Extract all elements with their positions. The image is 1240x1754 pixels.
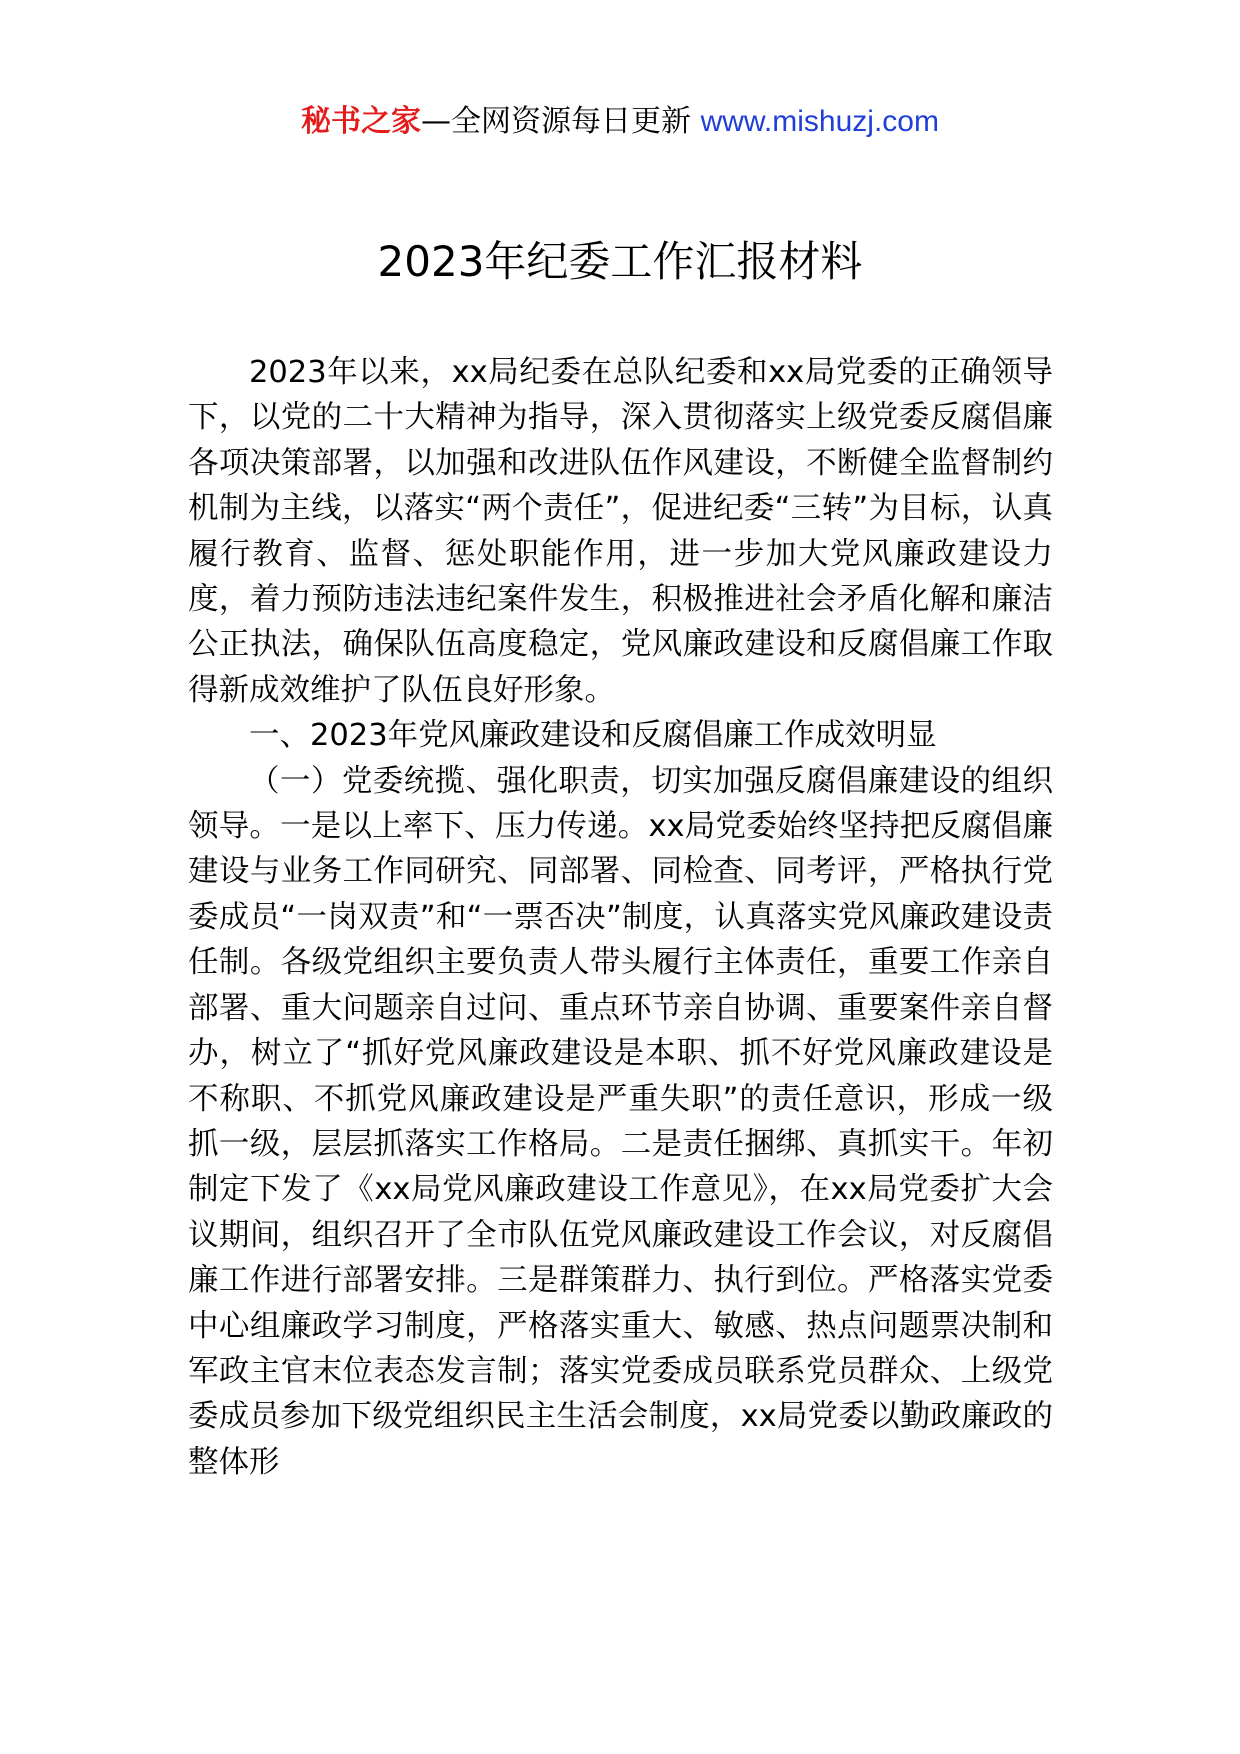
- site-url-link[interactable]: www.mishuzj.com: [700, 105, 939, 138]
- section-heading: 一、2023年党风廉政建设和反腐倡廉工作成效明显: [249, 718, 937, 754]
- site-header: [0, 100, 1240, 144]
- site-slogan: —全网资源每日更新: [421, 104, 692, 139]
- intro-paragraph: 2023年以来，xx局纪委在总队纪委和xx局党委的正确领导下，以党的二十大精神为指导，深入贯彻落实上级党委反腐倡廉各项决策部署，以加强和改进队伍作风建设，不断健全监督制约机制为主线，以落实“两个责任”，促进纪委“三转”为目标，认真履行教育、监督、惩处职能作用，进一步加大党风廉政建设力度，着力预防违法违纪案件发生，积极推进社会矛盾化解和廉洁公正执法，确保队伍高度稳定，党风廉政建设和反腐倡廉工作取得新成效维护了队伍良好形象。: [188, 355, 1053, 708]
- body-paragraph: （一）党委统揽、强化职责，切实加强反腐倡廉建设的组织领导。一是以上率下、压力传递。xx局党委始终坚持把反腐倡廉建设与业务工作同研究、同部署、同检查、同考评，严格执行党委成员“一岗双责”和“一票否决”制度，认真落实党风廉政建设责任制。各级党组织主要负责人带头履行主体责任，重要工作亲自部署、重大问题亲自过问、重点环节亲自协调、重要案件亲自督办，树立了“抓好党风廉政建设是本职、抓不好党风廉政建设是不称职、不抓党风廉政建设是严重失职”的责任意识，形成一级抓一级，层层抓落实工作格局。二是责任捆绑、真抓实干。年初制定下发了《xx局党风廉政建设工作意见》，在xx局党委扩大会议期间，组织召开了全市队伍党风廉政建设工作会议，对反腐倡廉工作进行部署安排。三是群策群力、执行到位。严格落实党委中心组廉政学习制度，严格落实重大、敏感、热点问题票决制和军政主官末位表态发言制；落实党委成员联系党员群众、上级党委成员参加下级党组织民主生活会制度，xx局党委以勤政廉政的整体形: [188, 763, 1053, 1480]
- site-brand: 秘书之家: [301, 104, 422, 139]
- document-body: [188, 350, 1053, 1485]
- document-title: 2023年纪委工作汇报材料: [377, 237, 863, 286]
